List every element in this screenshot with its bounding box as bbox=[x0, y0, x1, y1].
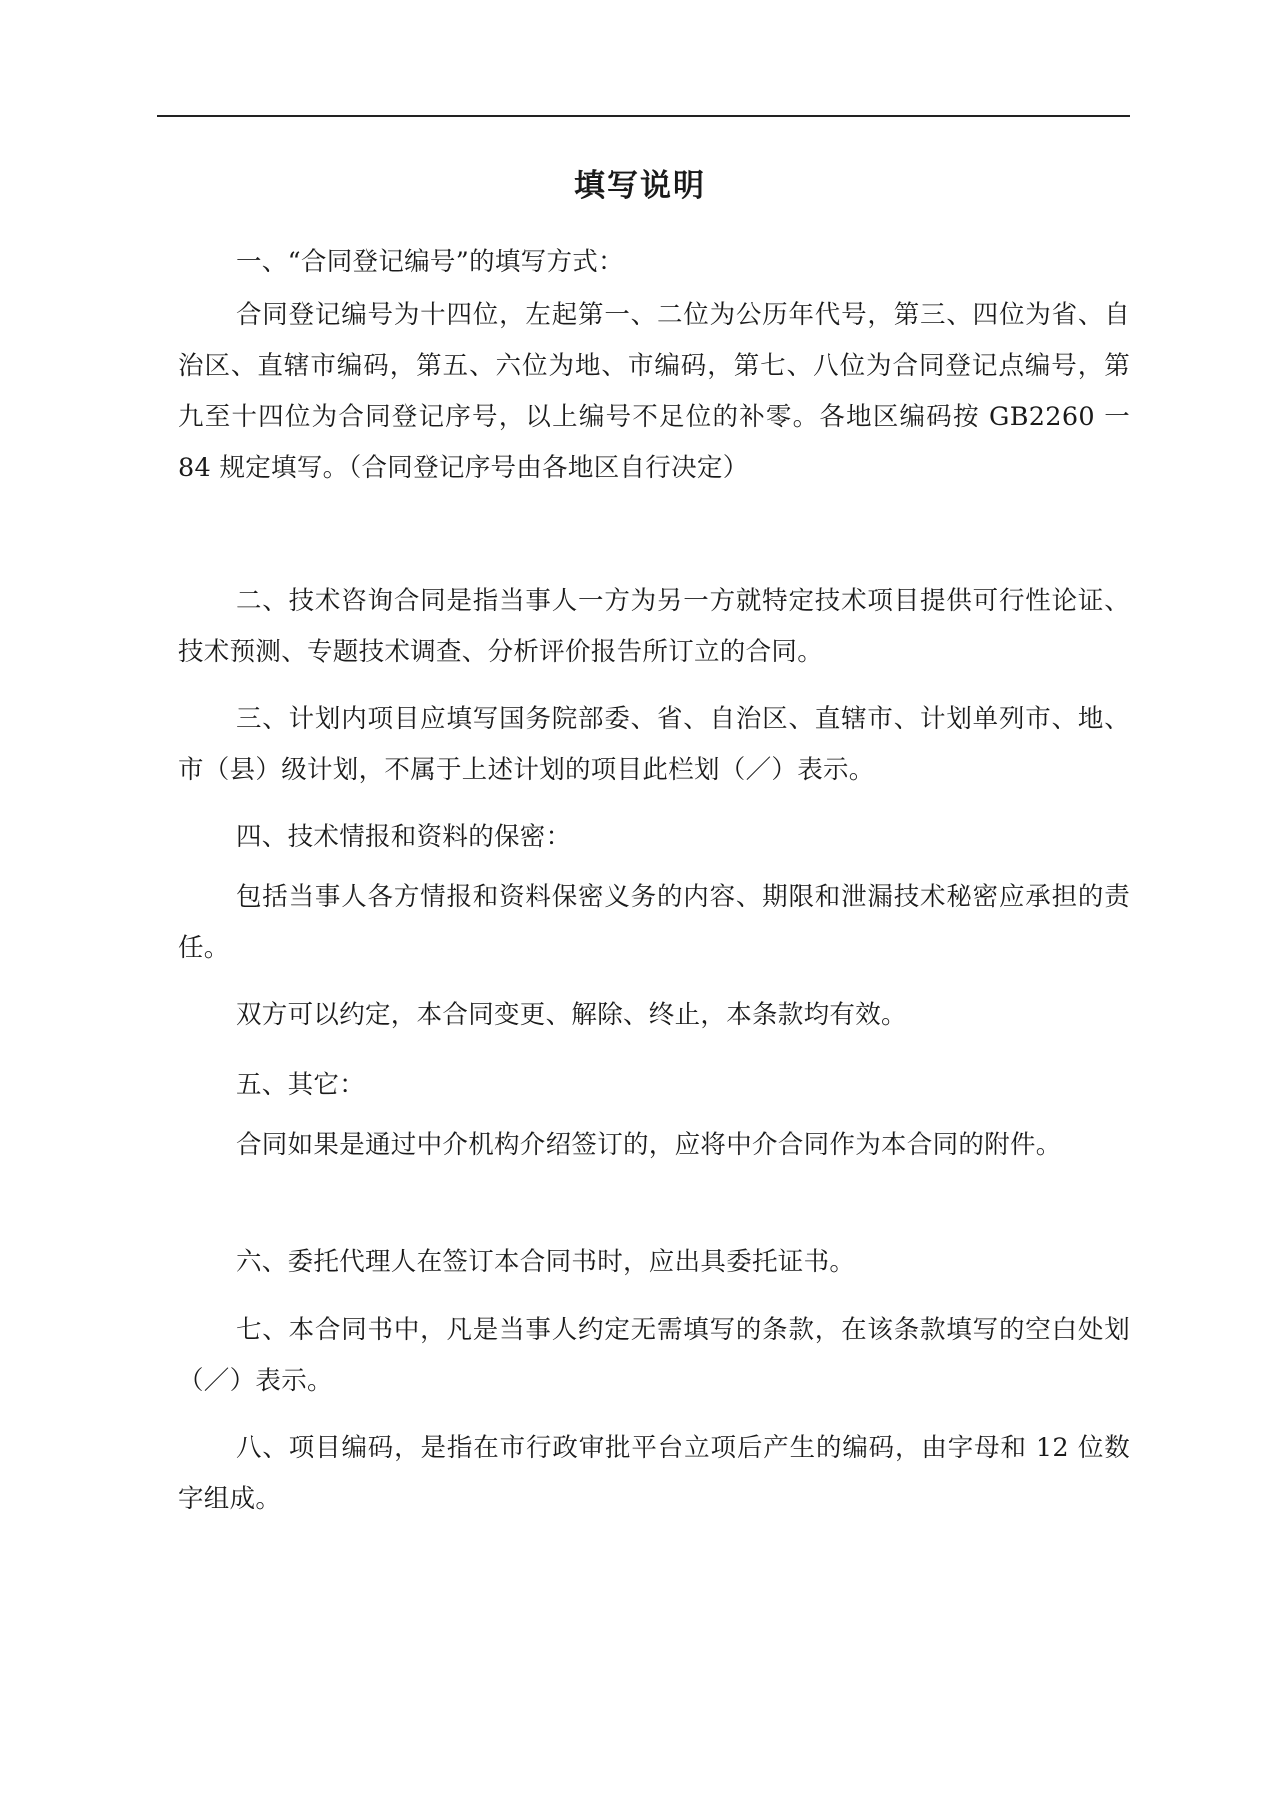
section-2-body: 二、技术咨询合同是指当事人一方为另一方就特定技术项目提供可行性论证、技术预测、专题技术调查、分析评价报告所订立的合同。 bbox=[178, 586, 1130, 667]
section-4-body: 包括当事人各方情报和资料保密义务的内容、期限和泄漏技术秘密应承担的责任。 bbox=[178, 882, 1130, 963]
section-4-heading: 四、技术情报和资料的保密： bbox=[236, 822, 572, 852]
section-1-body: 合同登记编号为十四位，左起第一、二位为公历年代号，第三、四位为省、自治区、直辖市编码，第五、六位为地、市编码，第七、八位为合同登记点编号，第九至十四位为合同登记序号，以上编号不足位的补零。各地区编码按 GB2260 一 84 规定填写。（合同登记序号由各地区自行决定） bbox=[178, 300, 1130, 483]
section-6-body: 六、委托代理人在签订本合同书时，应出具委托证书。 bbox=[236, 1247, 856, 1277]
section-3-body: 三、计划内项目应填写国务院部委、省、自治区、直辖市、计划单列市、地、市（县）级计划，不属于上述计划的项目此栏划（／）表示。 bbox=[178, 704, 1130, 785]
section-7-body: 七、本合同书中，凡是当事人约定无需填写的条款，在该条款填写的空白处划（／）表示。 bbox=[178, 1315, 1130, 1396]
section-4-note: 双方可以约定，本合同变更、解除、终止，本条款均有效。 bbox=[236, 1000, 907, 1030]
header-rule bbox=[157, 115, 1130, 117]
section-1-heading: 一、“合同登记编号”的填写方式： bbox=[236, 247, 624, 277]
section-5-body: 合同如果是通过中介机构介绍签订的，应将中介合同作为本合同的附件。 bbox=[236, 1130, 1062, 1160]
page-title: 填写说明 bbox=[574, 168, 706, 204]
section-8-body: 八、项目编码，是指在市行政审批平台立项后产生的编码，由字母和 12 位数字组成。 bbox=[178, 1433, 1130, 1514]
section-5-heading: 五、其它： bbox=[236, 1070, 366, 1100]
